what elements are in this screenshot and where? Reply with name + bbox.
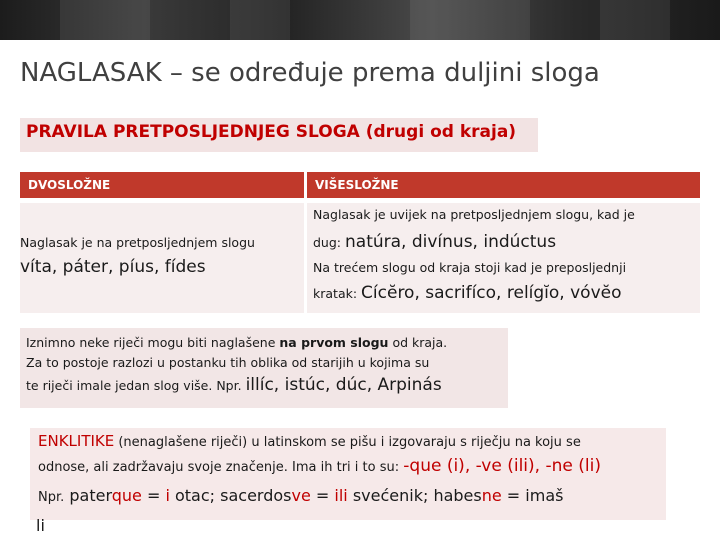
banner-stripe (600, 0, 670, 40)
polysyllabic-rule-short: Na trećem slogu od kraja stoji kad je preposljednji (313, 260, 627, 275)
rule-heading: PRAVILA PRETPOSLJEDNJEG SLOGA (drugi od kraja) (20, 118, 538, 152)
polysyllabic-long-label (313, 232, 556, 252)
table-cell-polysyllabic (307, 203, 700, 313)
short-prefix: kratak: (313, 286, 358, 301)
exception-line-2: Za to postoje razlozi u postanku tih oblika od starijih u kojima su (26, 355, 430, 370)
slide-title: NAGLASAK – se određuje prema duljini sloga (20, 58, 600, 88)
enclitics-line-1: ENKLITIKE (nenaglašene riječi) u latinskom se pišu i izgovaraju s riječju na koju se (38, 432, 581, 450)
top-banner (0, 0, 720, 40)
enclitics-word: ENKLITIKE (38, 432, 115, 450)
enclitics-examples: Npr. paterque = i otac; sacerdosve = ili svećenik; habesne = imaš (38, 486, 564, 505)
long-prefix: dug: (313, 235, 342, 250)
disyllabic-rule: Naglasak je na pretposljednjem slogu (20, 235, 255, 250)
banner-stripe (410, 0, 530, 40)
exception-note (20, 328, 508, 408)
polysyllabic-short-label (313, 283, 622, 303)
exception-examples: illíc, istúc, dúc, Arpinás (245, 375, 442, 395)
table-header-polysyllabic: VIŠESLOŽNE (307, 172, 700, 198)
long-examples: natúra, divínus, indúctus (345, 232, 557, 252)
short-examples: Cícĕro, sacrifíco, relígĭo, vóvĕo (361, 283, 622, 303)
polysyllabic-rule-long: Naglasak je uvijek na pretposljednjem slogu, kad je (313, 207, 635, 222)
table-header-disyllabic: DVOSLOŽNE (20, 172, 304, 198)
exception-line-1: Iznimno neke riječi mogu biti naglašene na prvom slogu od kraja. (26, 335, 448, 350)
syllable-table (20, 172, 700, 315)
enclitics-list: -que (i), -ve (ili), -ne (li) (403, 456, 601, 476)
enclitics-line-2: odnose, ali zadržavaju svoje značenje. Ima ih tri i to su: -que (i), -ve (ili), -ne (li) (38, 456, 601, 476)
enclitics-wrap: li (36, 516, 45, 535)
exception-bold: na prvom slogu (279, 335, 389, 350)
banner-stripe (230, 0, 290, 40)
disyllabic-examples: víta, páter, píus, fídes (20, 257, 206, 277)
table-cell-disyllabic (20, 203, 304, 313)
exception-line-3: te riječi imale jedan slog više. Npr. illíc, istúc, dúc, Arpinás (26, 375, 442, 395)
banner-stripe (60, 0, 150, 40)
